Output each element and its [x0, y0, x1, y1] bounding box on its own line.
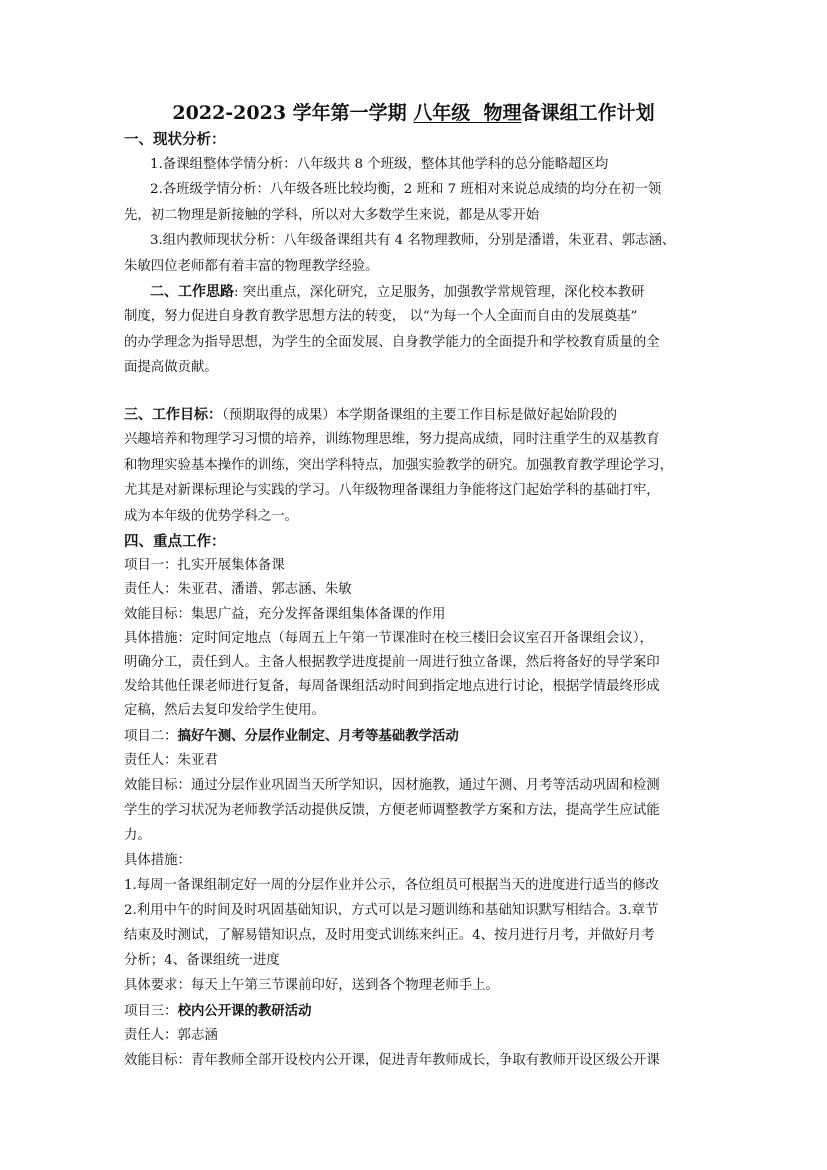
section1-p2-line2: 先，初二物理是新接触的学科，所以对大多数学生来说，都是从零开始: [124, 208, 540, 223]
project1-title: 项目一：扎实开展集体备课: [124, 558, 285, 573]
project2-owner: 责任人：朱亚君: [124, 753, 218, 768]
project3-goal: 效能目标：青年教师全部开设校内公开课，促进青年教师成长，争取有教师开设区级公开课: [124, 1053, 660, 1068]
section1-p3-line2: 朱敏四位老师都有着丰富的物理教学经验。: [124, 259, 379, 274]
project2-title-line: [124, 726, 459, 747]
title-suffix: 备课组工作计划: [521, 102, 655, 124]
project2-measure-line4: 分析；4、备课组统一进度: [124, 953, 280, 968]
section1-heading: 一、现状分析：: [124, 131, 226, 148]
title-subject: 物理: [483, 102, 522, 124]
project1-measure-line3: 发给其他任课老师进行复备，每周备课组活动时间到指定地点进行讨论，根据学情最终形成: [124, 679, 660, 694]
project1-goal: 效能目标：集思广益，充分发挥备课组集体备课的作用: [124, 607, 446, 622]
title-grade: 八年级: [413, 102, 471, 124]
project1-owner: 责任人：朱亚君、潘谱、郭志涵、朱敏: [124, 582, 352, 597]
section2-line1: [150, 282, 645, 303]
project2-measure-line1: 1.每周一备课组制定好一周的分层作业并公示，各位组员可根据当天的进度进行适当的修改: [124, 878, 660, 893]
section1-p3-line1: 3.组内教师现状分析：八年级备课组共有 4 名物理教师，分别是潘谱，朱亚君、郭志涵、: [150, 233, 676, 248]
section2-line1-text: : 突出重点，深化研究，立足服务，加强教学常规管理，深化校本教研: [234, 285, 645, 300]
project2-measure-line3: 结束及时测试，了解易错知识点，及时用变式训练来纠正。4、按月进行月考，并做好月考: [124, 928, 655, 943]
project2-measure-line2: 2.利用中午的时间及时巩固基础知识，方式可以是习题训练和基础知识默写相结合。3.章节: [124, 903, 659, 918]
section4-heading: 四、重点工作：: [124, 533, 226, 550]
section3-line5: 成为本年级的优势学科之一。: [124, 509, 299, 524]
section2-line2: 制度，努力促进自身教育教学思想方法的转变， 以“为每一个人全面而自由的发展奠基”: [124, 309, 638, 324]
section2-line3: 的办学理念为指导思想，为学生的全面发展、自身教学能力的全面提升和学校教育质量的全: [124, 335, 660, 350]
project1-measure-line1: 具体措施：定时间定地点（每周五上午第一节课准时在校三楼旧会议室召开备课组会议），: [124, 631, 653, 646]
title-years: 2022-2023 学年第一学期: [172, 102, 407, 124]
section3-line3: 和物理实验基本操作的训练，突出学科特点，加强实验教学的研究。加强教育教学理论学习，: [124, 458, 674, 473]
project3-label: 项目三：: [124, 1004, 178, 1019]
project2-label: 项目二：: [124, 729, 178, 744]
project3-title-line: [124, 1001, 311, 1022]
section3-line2: 兴趣培养和物理学习习惯的培养，训练物理思维，努力提高成绩，同时注重学生的双基教育: [124, 432, 660, 447]
section3-heading: 三、工作目标：: [124, 407, 222, 423]
project2-goal-line1: 效能目标：通过分层作业巩固当天所学知识，因材施教，通过午测、月考等活动巩固和检测: [124, 778, 660, 793]
section2-heading: 二、工作思路: [150, 284, 234, 300]
section1-p2-line1: 2.各班级学情分析：八年级各班比较均衡，2 班和 7 班相对来说总成绩的均分在初一领: [150, 182, 662, 197]
title-gap-underlined: [470, 102, 483, 124]
section2-line4: 面提高做贡献。: [124, 360, 218, 375]
project3-title: 校内公开课的教研活动: [177, 1003, 312, 1019]
section3-line1: [124, 405, 617, 426]
section1-p1: 1.备课组整体学情分析：八年级共 8 个班级，整体其他学科的总分能略超区均: [150, 157, 609, 172]
project1-measure-line2: 明确分工，责任到人。主备人根据教学进度提前一周进行独立备课，然后将备好的导学案印: [124, 655, 660, 670]
project2-goal-line2: 学生的学习状况为老师教学活动提供反馈，方便老师调整教学方案和方法，提高学生应试能: [124, 803, 660, 818]
project2-measures-label: 具体措施：: [124, 853, 191, 868]
project3-owner: 责任人：郭志涵: [124, 1028, 218, 1043]
section3-line4: 尤其是对新课标理论与实践的学习。八年级物理备课组力争能将这门起始学科的基础打牢，: [124, 483, 660, 498]
project2-requirement: 具体要求：每天上午第三节课前印好，送到各个物理老师手上。: [124, 978, 499, 993]
section3-line1-text: （预期取得的成果）本学期备课组的主要工作目标是做好起始阶段的: [222, 408, 618, 423]
project2-title: 搞好午测、分层作业制定、月考等基础教学活动: [177, 728, 459, 744]
document-title: [0, 99, 827, 127]
project1-measure-line4: 定稿，然后去复印发给学生使用。: [124, 703, 325, 718]
project2-goal-line3: 力。: [124, 828, 151, 843]
